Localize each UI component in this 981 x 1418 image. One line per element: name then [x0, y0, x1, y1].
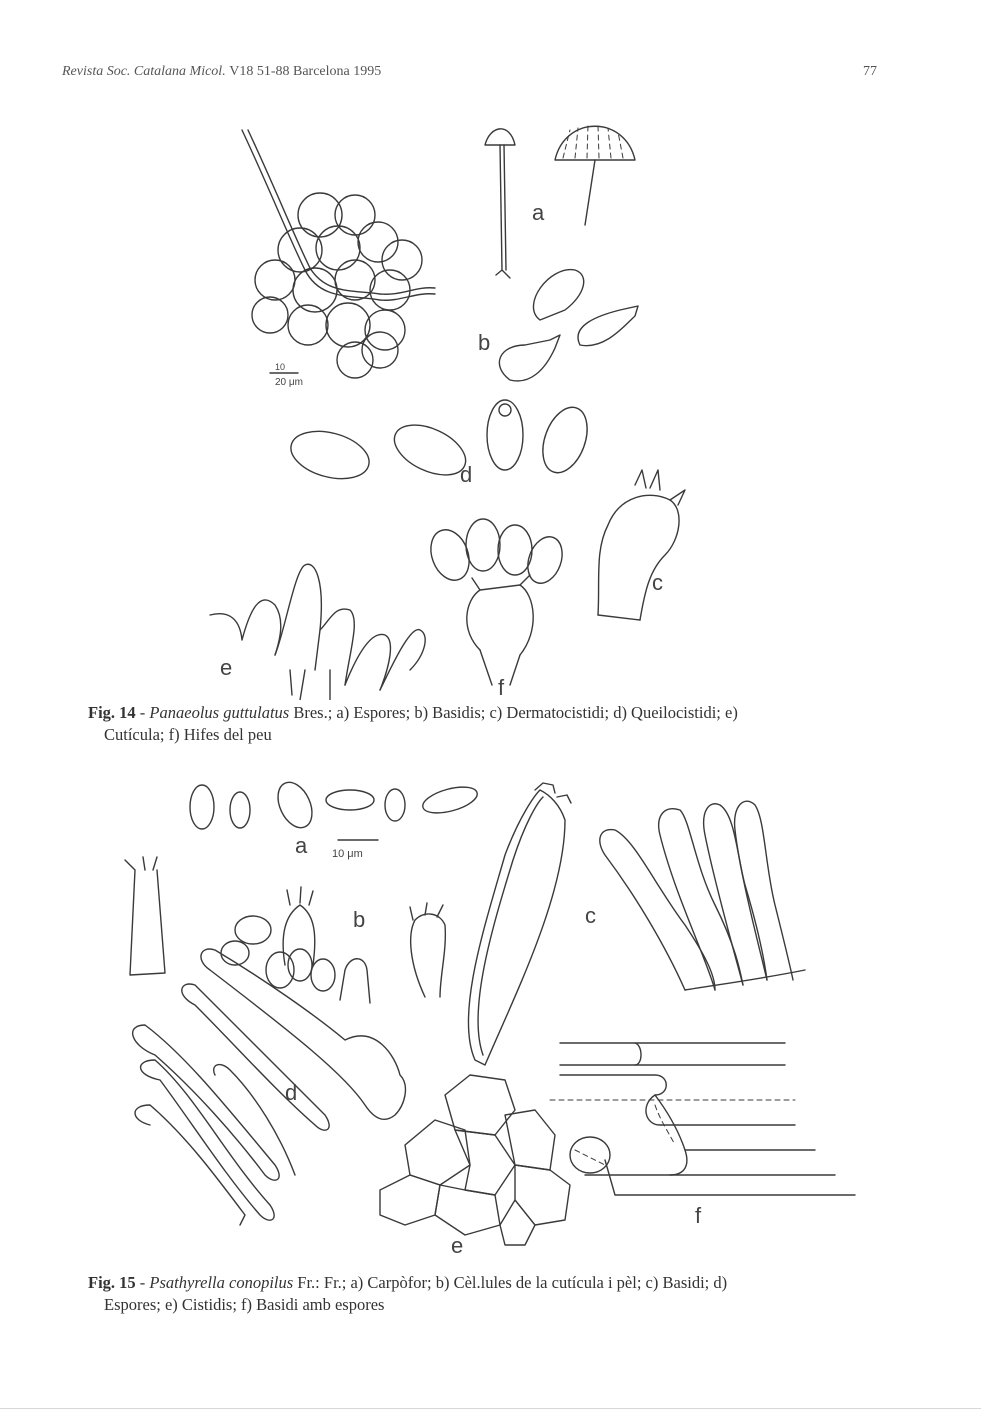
fig15-cheilocystidia — [133, 949, 406, 1225]
fig14-spore-b1 — [533, 270, 583, 320]
figure-15-illustration — [95, 775, 875, 1260]
fig15-basidium-right — [410, 903, 445, 997]
fig15-spores — [190, 777, 480, 833]
fig14-cell-cluster — [252, 193, 422, 378]
fig15-caption-line2: Espores; e) Cistidis; f) Basidi amb espores — [104, 1295, 385, 1314]
journal-name: Revista Soc. Catalana Micol. — [62, 64, 226, 79]
fig14-label-e: e — [220, 655, 233, 680]
fig15-hyphae-bundle — [600, 801, 805, 990]
fig14-label-f: f — [498, 675, 505, 700]
journal-citation — [62, 64, 381, 80]
fig15-caption-label: Fig. 15 — [88, 1273, 136, 1292]
fig14-spore-b3 — [499, 335, 560, 381]
fig14-scale-bottom: 20 μm — [275, 377, 303, 388]
fig14-basidium — [424, 519, 568, 685]
fig14-mushroom-large — [555, 125, 635, 225]
fig14-dermatocystidium — [598, 470, 685, 620]
fig14-cuticle-hyphae — [210, 564, 425, 700]
fig14-spore-d1 — [286, 423, 375, 486]
figure-15-caption — [88, 1272, 898, 1316]
fig15-label-a: a — [295, 833, 308, 858]
fig15-label-b: b — [353, 907, 366, 932]
fig15-caption-parts: Fr.: Fr.; a) Carpòfor; b) Cèl.lules de la cutícula i pèl; c) Basidi; d) — [293, 1273, 728, 1292]
fig14-caption-label: Fig. 14 — [88, 703, 136, 722]
fig14-label-c: c — [652, 570, 663, 595]
fig15-label-d: d — [285, 1080, 298, 1105]
page-bottom-rule — [0, 1408, 981, 1409]
fig15-scale: 10 μm — [332, 848, 363, 860]
fig15-hyphae-clamp — [550, 1043, 855, 1195]
journal-pages: 51-88 — [256, 64, 290, 79]
journal-volume: V18 — [229, 64, 254, 79]
figure-14-caption — [88, 702, 898, 746]
journal-place-year: Barcelona 1995 — [293, 64, 382, 79]
fig14-spore-d4 — [535, 401, 596, 479]
fig15-basidium-cluster — [221, 887, 370, 1003]
fig15-caption-sep: - — [135, 1273, 150, 1292]
fig14-caption-line2: Cutícula; f) Hifes del peu — [104, 725, 272, 744]
fig15-label-e: e — [451, 1233, 464, 1258]
fig14-spore-b2 — [578, 306, 638, 346]
fig15-polygonal-cells — [380, 1075, 570, 1245]
fig14-hypha — [242, 130, 435, 300]
fig14-label-a: a — [532, 200, 545, 225]
fig15-basidium-left — [125, 857, 165, 975]
fig14-label-d: d — [460, 462, 473, 487]
figure-14-illustration — [180, 110, 740, 700]
fig15-caption-species: Psathyrella conopilus — [149, 1273, 294, 1292]
fig14-label-b: b — [478, 330, 491, 355]
fig15-label-f: f — [695, 1203, 702, 1228]
fig15-long-cystidium — [468, 783, 571, 1065]
fig14-caption-sep: - — [135, 703, 150, 722]
fig14-spore-d3 — [487, 400, 523, 470]
page-number: 77 — [863, 64, 877, 79]
fig14-caption-parts: Bres.; a) Espores; b) Basidis; c) Dermatocistidi; d) Queilocistidi; e) — [289, 703, 738, 722]
fig14-caption-species: Panaeolus guttulatus — [149, 703, 290, 722]
fig14-mushroom-small — [485, 129, 515, 278]
fig14-scale-top: 10 — [275, 362, 286, 372]
fig15-label-c: c — [585, 903, 596, 928]
